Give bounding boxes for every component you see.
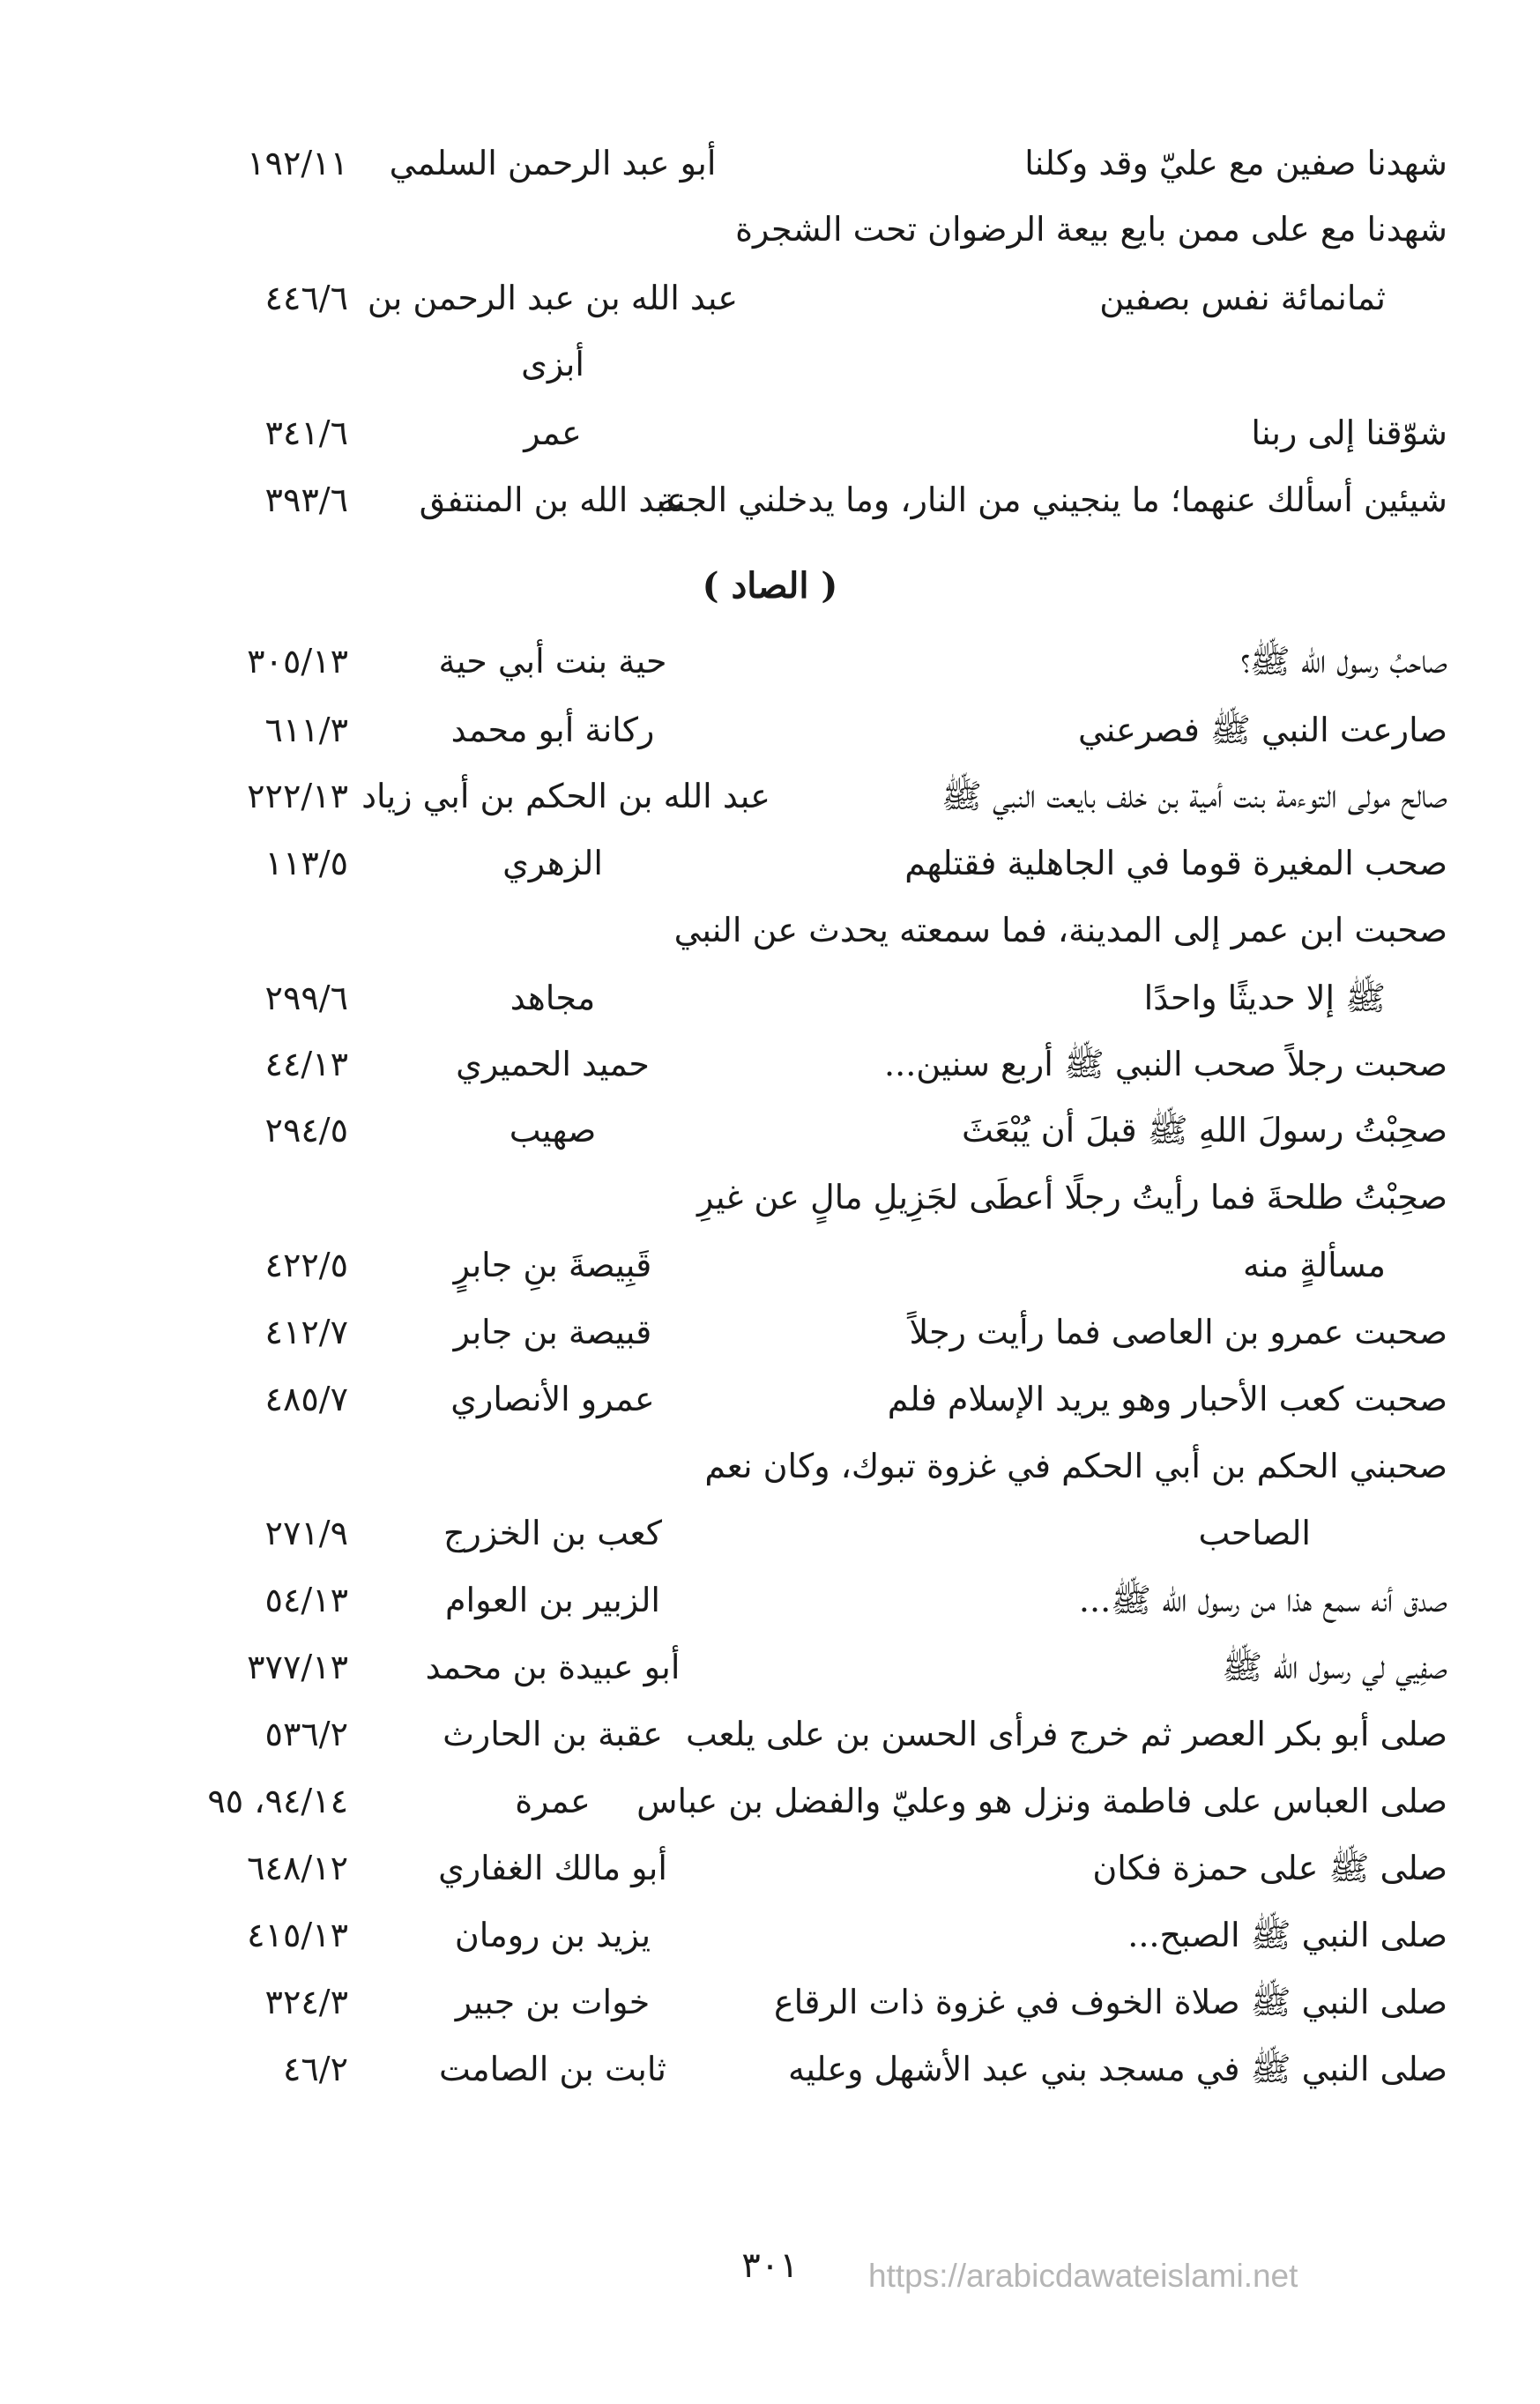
hadith-text: صالح مولى التوءمة بنت أمية بن خلف بايعت النبي ﷺ xyxy=(941,777,1447,815)
reference: ٤١٢/٧ xyxy=(264,1313,348,1351)
index-entry xyxy=(0,1301,1540,1363)
index-entry xyxy=(0,1703,1540,1765)
index-entry xyxy=(0,1837,1540,1899)
reference: ٥٤/١٣ xyxy=(264,1581,348,1619)
hadith-text: صاحبُ رسول الله ﷺ؟ xyxy=(1240,642,1447,681)
narrator: ركانة أبو محمد xyxy=(450,711,655,749)
index-entry xyxy=(0,2038,1540,2100)
hadith-text: مسألةٍ منه xyxy=(1242,1246,1386,1284)
hadith-text: ﷺ إلا حديثًا واحدًا xyxy=(1143,979,1386,1017)
index-entry xyxy=(0,1099,1540,1161)
section-title: ( الصاد ) xyxy=(702,565,838,607)
hadith-text: صلى النبي ﷺ الصبح... xyxy=(1127,1916,1447,1954)
reference: ٤٢٢/٥ xyxy=(264,1246,348,1284)
reference: ٣٢٤/٣ xyxy=(264,1983,348,2021)
reference: ١٩٢/١١ xyxy=(247,144,348,182)
index-entry xyxy=(0,333,1540,395)
narrator: عبد الله بن المنتفق xyxy=(419,480,687,519)
reference: ١١٣/٥ xyxy=(264,844,348,882)
index-entry xyxy=(0,1234,1540,1296)
narrator: كعب بن الخزرج xyxy=(443,1514,662,1552)
narrator: صهيب xyxy=(509,1111,597,1150)
narrator: حية بنت أبي حية xyxy=(438,642,667,681)
reference: ٢٢٢/١٣ xyxy=(247,777,348,815)
narrator: أبو عبد الرحمن السلمي xyxy=(389,144,717,182)
hadith-text: صلى أبو بكر العصر ثم خرج فرأى الحسن بن على يلعب xyxy=(686,1715,1447,1753)
hadith-text: صحب المغيرة قوما في الجاهلية فقتلهم xyxy=(904,844,1447,882)
hadith-text: صحِبْتُ رسولَ اللهِ ﷺ قبلَ أن يُبْعَثَ xyxy=(961,1111,1447,1150)
narrator: ثابت بن الصامت xyxy=(438,2050,667,2088)
reference: ٩٤/١٤، ٩٥ xyxy=(207,1782,348,1820)
narrator: حميد الحميري xyxy=(456,1045,650,1083)
hadith-text: صحبت كعب الأحبار وهو يريد الإسلام فلم xyxy=(887,1380,1447,1418)
index-entry xyxy=(0,1435,1540,1497)
index-entry xyxy=(0,1770,1540,1832)
narrator: عمرو الأنصاري xyxy=(450,1380,655,1418)
index-entry xyxy=(0,765,1540,827)
index-entry xyxy=(0,267,1540,329)
narrator: أبو عبيدة بن محمد xyxy=(425,1648,681,1686)
index-entry xyxy=(0,832,1540,894)
reference: ٣٠٥/١٣ xyxy=(247,642,348,681)
index-entry xyxy=(0,402,1540,464)
reference: ٢٧١/٩ xyxy=(264,1514,348,1552)
index-entry xyxy=(0,132,1540,194)
hadith-text: صحبت عمرو بن العاصى فما رأيت رجلاً xyxy=(909,1313,1447,1351)
watermark-url: https://arabicdawateislami.net xyxy=(868,2258,1298,2294)
index-entry xyxy=(0,1904,1540,1966)
hadith-text: صفِيي لي رسول الله ﷺ xyxy=(1222,1648,1447,1686)
index-entry xyxy=(0,469,1540,531)
reference: ٣٧٧/١٣ xyxy=(247,1648,348,1686)
reference: ٦١١/٣ xyxy=(264,711,348,749)
hadith-text: الصاحب xyxy=(1198,1514,1311,1552)
narrator: قبيصة بن جابر xyxy=(453,1313,652,1351)
hadith-text: صارعت النبي ﷺ فصرعني xyxy=(1078,711,1447,749)
hadith-text: صلى ﷺ على حمزة فكان xyxy=(1092,1849,1447,1887)
hadith-text: شهدنا مع على ممن بايع بيعة الرضوان تحت الشجرة xyxy=(735,210,1447,249)
index-entry xyxy=(0,198,1540,260)
reference: ٤١٥/١٣ xyxy=(247,1916,348,1954)
narrator: يزيد بن رومان xyxy=(454,1916,651,1954)
narrator: عبد الله بن الحكم بن أبي زياد xyxy=(361,777,770,815)
hadith-text: ثمانمائة نفس بصفين xyxy=(1099,279,1386,317)
narrator: قَبِيصةَ بنِ جابرٍ xyxy=(453,1246,652,1284)
index-entry xyxy=(0,1971,1540,2033)
narrator: أبزى xyxy=(521,345,584,383)
narrator: مجاهد xyxy=(510,979,596,1017)
index-entry xyxy=(0,899,1540,961)
narrator: أبو مالك الغفاري xyxy=(438,1849,667,1887)
index-entry xyxy=(0,967,1540,1029)
reference: ٦٤٨/١٢ xyxy=(247,1849,348,1887)
reference: ٤٨٥/٧ xyxy=(264,1380,348,1418)
narrator: عمرة xyxy=(515,1782,591,1820)
narrator: عقبة بن الحارث xyxy=(443,1715,663,1753)
hadith-text: شوّقنا إلى ربنا xyxy=(1251,413,1447,452)
index-entry xyxy=(0,1368,1540,1430)
index-entry xyxy=(0,1636,1540,1698)
index-entry xyxy=(0,1033,1540,1095)
hadith-text: شيئين أسألك عنهما؛ ما ينجيني من النار، وما يدخلني الجنة xyxy=(658,480,1447,519)
index-entry xyxy=(0,1502,1540,1564)
hadith-text: صدق أنه سمع هذا من رسول الله ﷺ... xyxy=(1078,1581,1447,1619)
index-entry xyxy=(0,630,1540,692)
index-entry xyxy=(0,1166,1540,1228)
narrator: الزهري xyxy=(502,844,603,882)
index-entry xyxy=(0,699,1540,761)
reference: ٣٩٣/٦ xyxy=(264,480,348,519)
hadith-text: صلى العباس على فاطمة ونزل هو وعليّ والفضل بن عباس xyxy=(636,1782,1447,1820)
reference: ٤٤٦/٦ xyxy=(264,279,348,317)
hadith-text: صحبت ابن عمر إلى المدينة، فما سمعته يحدث عن النبي xyxy=(673,911,1447,949)
narrator: خوات بن جبير xyxy=(455,1983,651,2021)
hadith-text: صلى النبي ﷺ في مسجد بني عبد الأشهل وعليه xyxy=(788,2050,1447,2088)
reference: ٣٤١/٦ xyxy=(264,413,348,452)
index-entry xyxy=(0,1569,1540,1631)
narrator: عمر xyxy=(524,413,582,452)
reference: ٤٤/١٣ xyxy=(264,1045,348,1083)
hadith-text: صحبت رجلاً صحب النبي ﷺ أربع سنين... xyxy=(884,1045,1447,1083)
hadith-text: صحبني الحكم بن أبي الحكم في غزوة تبوك، وكان نعم xyxy=(704,1447,1447,1485)
reference: ٥٣٦/٢ xyxy=(264,1715,348,1753)
page-number: ٣٠١ xyxy=(741,2245,799,2286)
reference: ٢٩٤/٥ xyxy=(264,1111,348,1150)
reference: ٢٩٩/٦ xyxy=(264,979,348,1017)
narrator: الزبير بن العوام xyxy=(445,1581,660,1619)
narrator: عبد الله بن عبد الرحمن بن xyxy=(367,279,738,317)
hadith-text: صلى النبي ﷺ صلاة الخوف في غزوة ذات الرقاع xyxy=(773,1983,1447,2021)
hadith-text: صحِبْتُ طلحةَ فما رأيتُ رجلًا أعطَى لجَزِيلِ مالٍ عن غيرِ xyxy=(697,1178,1447,1217)
hadith-text: شهدنا صفين مع عليّ وقد وكلنا xyxy=(1024,144,1447,182)
reference: ٤٦/٢ xyxy=(282,2050,348,2088)
